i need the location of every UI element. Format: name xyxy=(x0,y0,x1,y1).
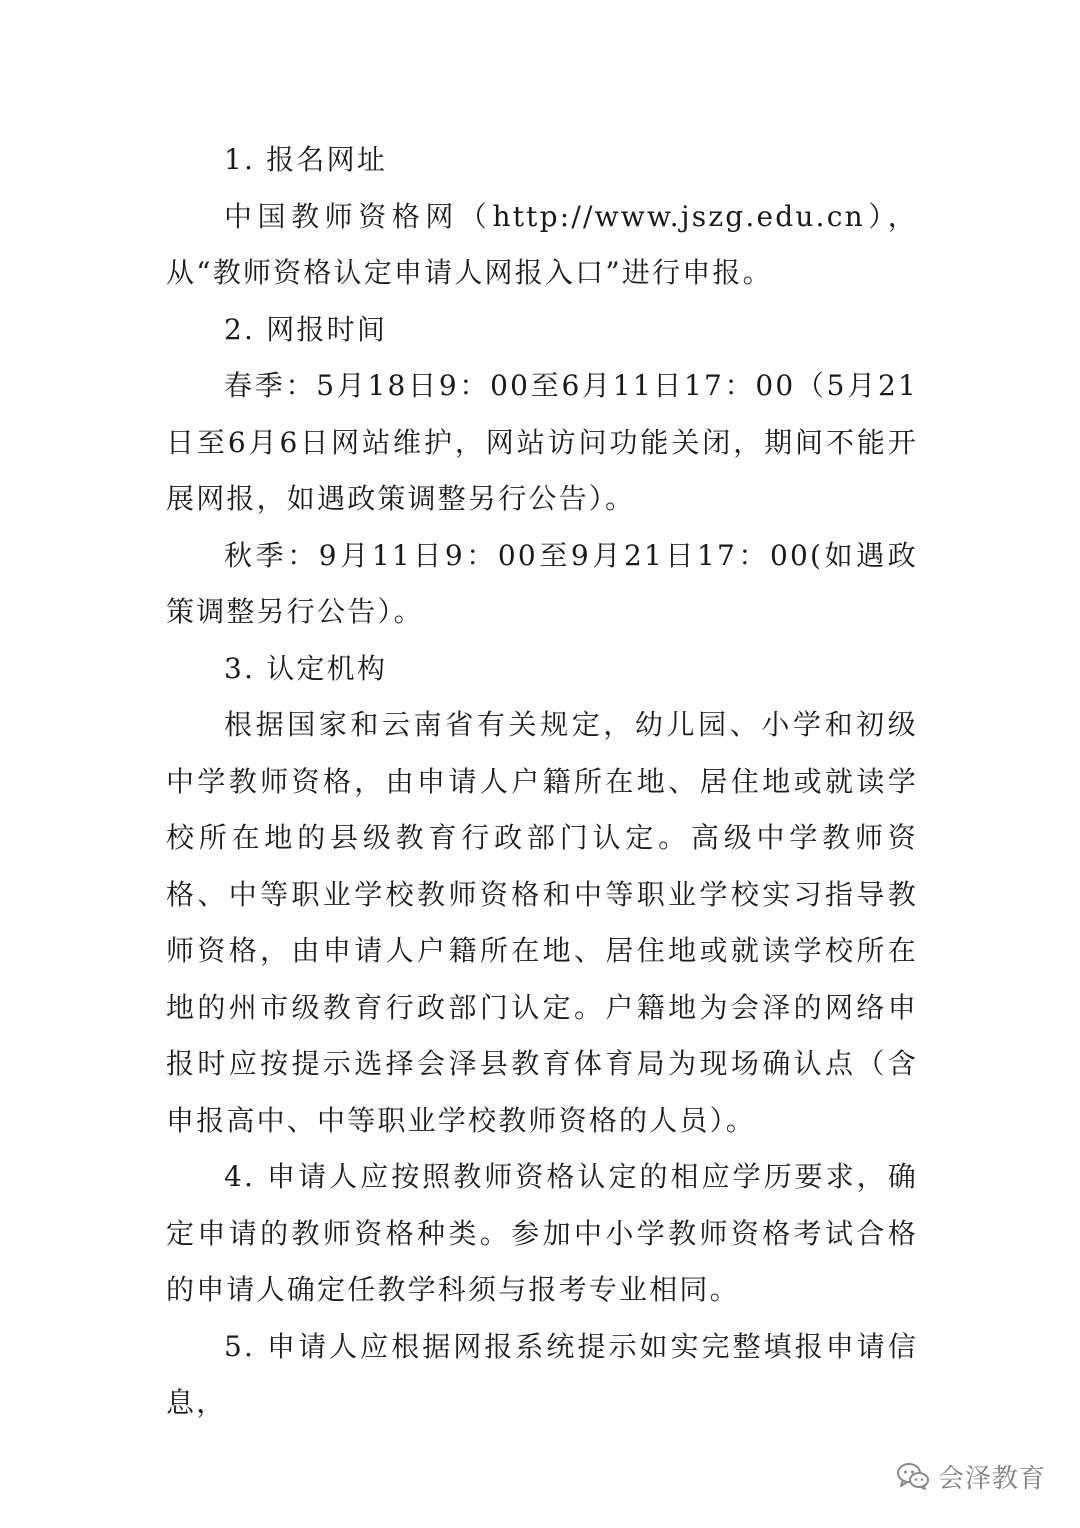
section-2-autumn: 秋季：9月11日9：00至9月21日17：00(如遇政策调整另行公告）。 xyxy=(166,538,918,628)
section-1-heading: 1. 报名网址 xyxy=(224,143,388,176)
wechat-watermark xyxy=(896,1456,1046,1496)
section-5-body: 5. 申请人应根据网报系统提示如实完整填报申请信息， xyxy=(166,1329,918,1419)
section-3-heading: 3. 认定机构 xyxy=(224,651,388,685)
section-2-heading: 2. 网报时间 xyxy=(224,312,388,346)
watermark-text: 会泽教育 xyxy=(938,1463,1047,1494)
section-1-body: 中国教师资格网（http://www.jszg.edu.cn），从“教师资格认定申请人网报入口”进行申报。 xyxy=(166,199,918,289)
section-2-spring: 春季：5月18日9：00至6月11日17：00（5月21日至6月6日网站维护，网站访问功能关闭，期间不能开展网报，如遇政策调整另行公告）。 xyxy=(166,369,918,515)
document-body xyxy=(166,132,918,1432)
section-3-body: 根据国家和云南省有关规定，幼儿园、小学和初级中学教师资格，由申请人户籍所在地、居住地或就读学校所在地的县级教育行政部门认定。高级中学教师资格、中等职业学校教师资格和中等职业学校实习指导教师资格，由申请人户籍所在地、居住地或就读学校所在地的州市级教育行政部门认定。户籍地为会泽的网络申报时应按提示选择会泽县教育体育局为现场确认点（含申报高中、中等职业学校教师资格的人员）。 xyxy=(166,708,918,1137)
wechat-icon xyxy=(896,1461,930,1491)
section-4-body: 4. 申请人应按照教师资格认定的相应学历要求，确定申请的教师资格种类。参加中小学教师资格考试合格的申请人确定任教学科须与报考专业相同。 xyxy=(166,1160,918,1306)
